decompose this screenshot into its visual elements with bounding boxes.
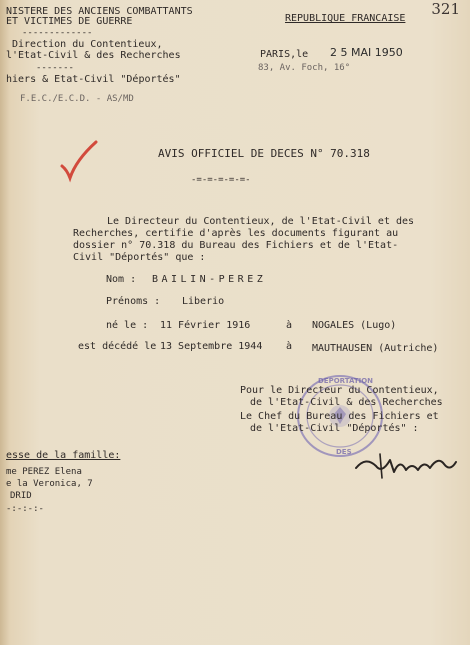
header-divider-1: ------------- (22, 28, 93, 38)
address-line: 83, Av. Foch, 16° (258, 63, 351, 73)
death-date: 13 Septembre 1944 (160, 341, 263, 352)
death-at: à (286, 341, 293, 352)
name-value: BAILIN-PEREZ (152, 274, 267, 285)
title-divider: -=-=-=-=-=- (191, 175, 251, 185)
body-line-2: Recherches, certifie d'après les documents figurant au (73, 228, 399, 239)
stamped-date: 2 5 MAI 1950 (330, 46, 403, 59)
stamp-text-top: DEPORTATION (318, 377, 374, 385)
header-divider-2: ------- (36, 63, 74, 73)
name-label: Nom : (106, 274, 137, 285)
family-address-line-1: me PEREZ Elena (6, 467, 82, 477)
body-line-3: dossier n° 70.318 du Bureau des Fichiers et de l'Etat- (73, 240, 399, 251)
notice-title: AVIS OFFICIEL DE DECES N° 70.318 (158, 147, 370, 160)
death-place: MAUTHAUSEN (Autriche) (312, 343, 439, 354)
death-label: est décédé le (78, 341, 157, 352)
handwritten-signature (352, 446, 462, 486)
first-names-value: Liberio (182, 296, 225, 307)
red-check-icon (58, 138, 100, 184)
family-address-line-2: e la Veronica, 7 (6, 479, 93, 489)
direction-line-1: Direction du Contentieux, (12, 39, 163, 50)
family-address-label: esse de la famille: (6, 450, 121, 461)
ministry-line-2: ET VICTIMES DE GUERRE (6, 16, 133, 27)
first-names-label: Prénoms : (106, 296, 161, 307)
birth-at: à (286, 320, 293, 331)
republic-heading: REPUBLIQUE FRANCAISE (285, 13, 406, 24)
body-line-1: Le Directeur du Contentieux, de l'Etat-Civil et des (107, 216, 415, 227)
family-address-line-4: -:-:-:- (6, 504, 44, 514)
signature-line-2: de l'Etat-Civil & des Recherches (250, 397, 443, 408)
direction-line-2: l'Etat-Civil & des Recherches (6, 50, 181, 61)
birth-place: NOGALES (Lugo) (312, 320, 397, 331)
reference-code: F.E.C./E.C.D. - AS/MD (20, 94, 134, 104)
stamp-text-bottom: DES (336, 448, 352, 456)
signature-line-4: de l'Etat-Civil "Déportés" : (250, 423, 419, 434)
bureau-line: hiers & Etat-Civil "Déportés" (6, 74, 181, 85)
family-address-line-3: DRID (10, 491, 32, 501)
ministry-line-1: NISTERE DES ANCIENS COMBATTANTS (6, 6, 193, 17)
signature-line-1: Pour le Directeur du Contentieux, (240, 385, 439, 396)
signature-line-3: Le Chef du Bureau des Fichiers et (240, 411, 439, 422)
page-number: 321 (431, 0, 460, 18)
place-date-label: PARIS,le (260, 49, 309, 60)
birth-date: 11 Février 1916 (160, 320, 251, 331)
birth-label: né le : (106, 320, 149, 331)
body-line-4: Civil "Déportés" que : (73, 252, 206, 263)
